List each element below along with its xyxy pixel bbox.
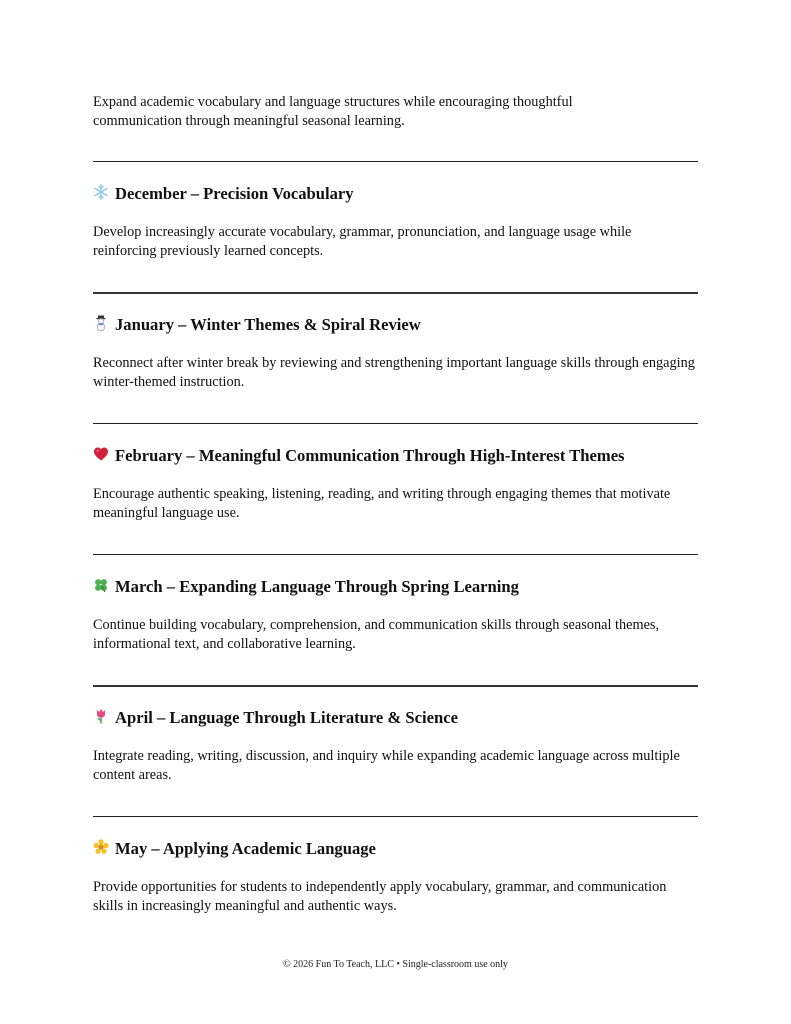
section-divider [93, 554, 698, 555]
section-divider [93, 423, 698, 424]
section-april [93, 707, 698, 785]
section-heading [93, 183, 698, 205]
section-heading [93, 838, 698, 860]
page-footer: © 2026 Fun To Teach, LLC • Single-classroom use only [283, 959, 508, 970]
heart-icon [93, 446, 109, 462]
section-title: March – Expanding Language Through Spring Learning [115, 577, 519, 596]
snowman-icon [93, 315, 109, 331]
blossom-icon [93, 839, 109, 855]
section-heading [93, 445, 698, 467]
four-leaf-clover-icon [93, 577, 109, 593]
section-description: Develop increasingly accurate vocabulary, grammar, pronunciation, and language usage while reinforcing previously learned concepts. [93, 224, 632, 259]
section-divider [93, 685, 698, 687]
section-heading [93, 576, 698, 598]
snowflake-icon [93, 184, 109, 200]
section-description: Reconnect after winter break by reviewing and strengthening important language skills through engaging winter-themed instruction. [93, 355, 695, 390]
section-description: Continue building vocabulary, comprehension, and communication skills through seasonal themes, informational text, and collaborative learning. [93, 617, 660, 652]
section-march [93, 576, 698, 654]
section-divider [93, 292, 698, 294]
document-page [93, 93, 698, 916]
section-january [93, 314, 698, 392]
section-title: December – Precision Vocabulary [115, 184, 354, 203]
section-december [93, 183, 698, 261]
section-heading [93, 707, 698, 729]
section-title: May – Applying Academic Language [115, 839, 376, 858]
section-title: January – Winter Themes & Spiral Review [115, 315, 421, 334]
section-heading [93, 314, 698, 336]
tulip-icon [93, 708, 109, 724]
section-description: Encourage authentic speaking, listening, reading, and writing through engaging themes that motivate meaningful language use. [93, 486, 671, 521]
section-description: Provide opportunities for students to independently apply vocabulary, grammar, and communication skills in increasingly meaningful and authentic ways. [93, 879, 667, 914]
intro-paragraph: Expand academic vocabulary and language structures while encouraging thoughtful communication through meaningful seasonal learning. [93, 94, 573, 129]
section-divider [93, 161, 698, 162]
section-may [93, 838, 698, 916]
section-divider [93, 816, 698, 817]
section-description: Integrate reading, writing, discussion, and inquiry while expanding academic language across multiple content areas. [93, 748, 680, 783]
section-february [93, 445, 698, 523]
section-title: April – Language Through Literature & Science [115, 708, 458, 727]
section-title: February – Meaningful Communication Through High-Interest Themes [115, 446, 625, 465]
